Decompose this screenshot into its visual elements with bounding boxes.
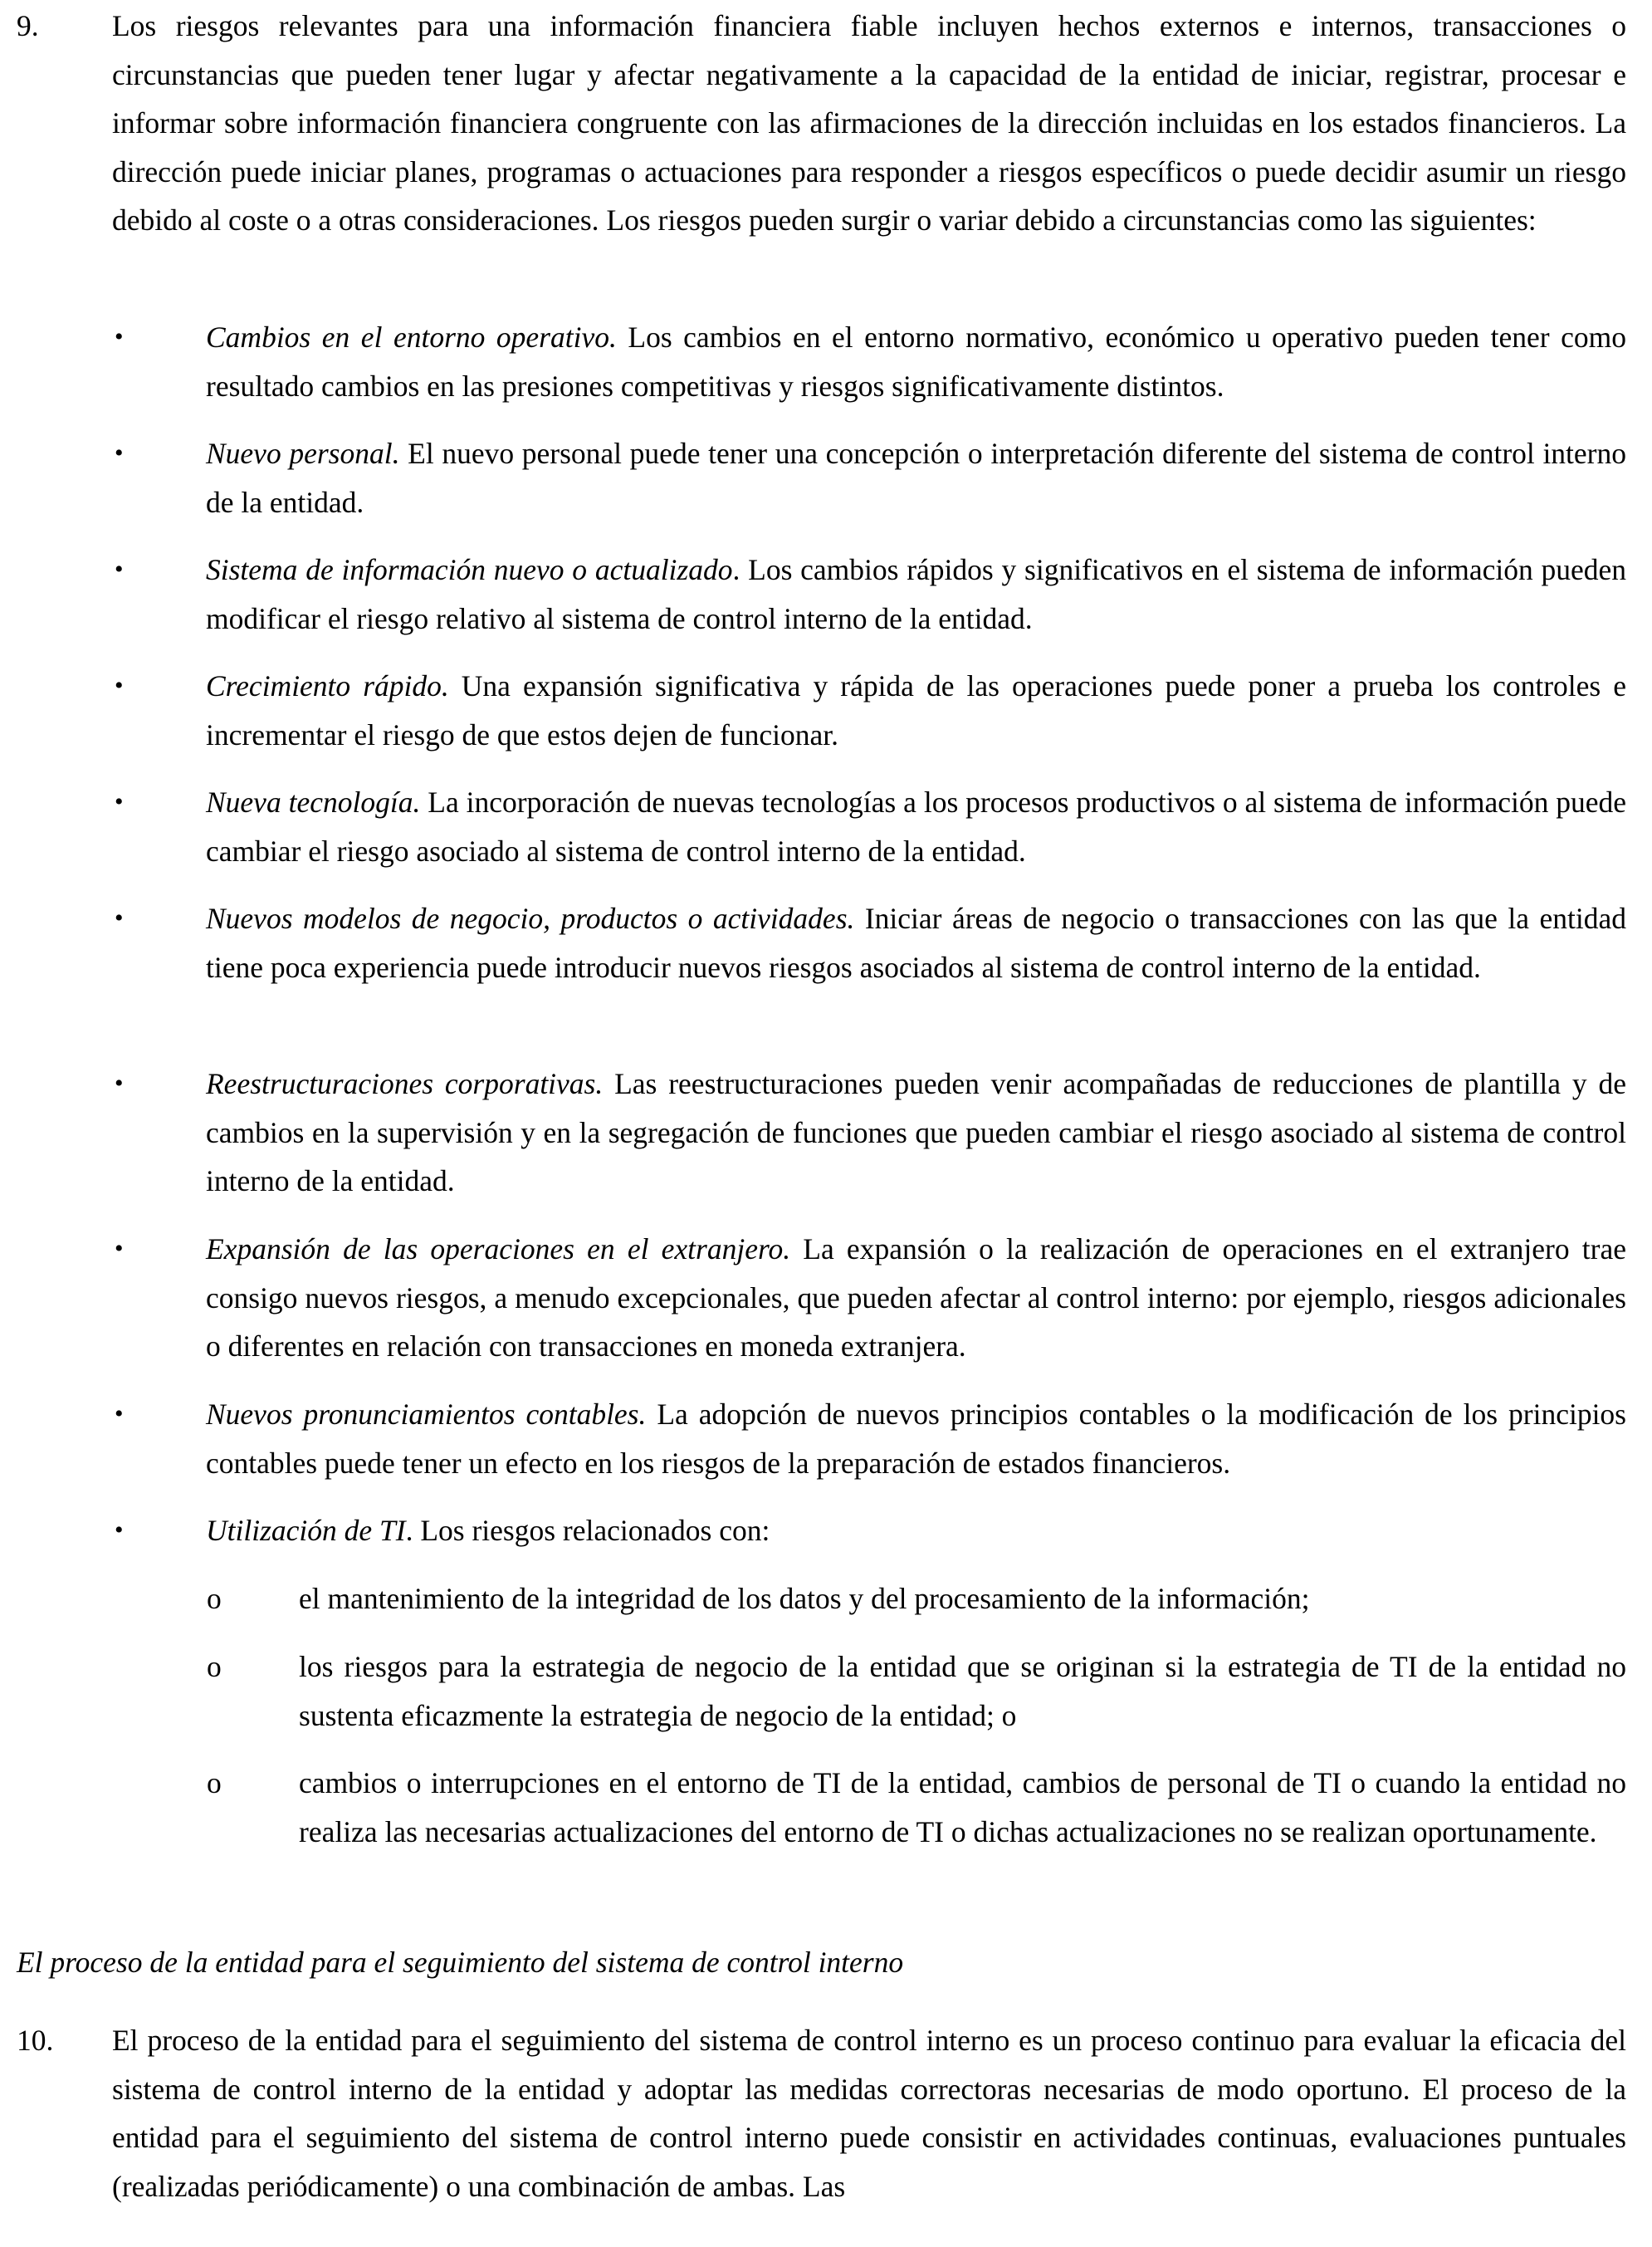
bullet-text — [206, 778, 1626, 875]
bullet-lead: Reestructuraciones corporativas. — [206, 1067, 604, 1100]
bullet-icon: • — [115, 672, 124, 699]
bullet-text — [206, 894, 1626, 991]
sub-bullet-icon: o — [207, 1582, 222, 1615]
bullet-text — [206, 313, 1626, 410]
bullet-lead: Crecimiento rápido. — [206, 669, 449, 702]
bullet-text — [206, 546, 1626, 643]
bullet-icon: • — [115, 1235, 124, 1262]
bullet-lead: Utilización de TI — [206, 1514, 406, 1547]
bullet-body: El nuevo personal puede tener una concepción o interpretación diferente del sistema de control interno de la entidad. — [206, 437, 1626, 519]
bullet-icon: • — [115, 1516, 124, 1544]
bullet-lead: Nuevos modelos de negocio, productos o actividades. — [206, 902, 855, 935]
sub-bullet-text: el mantenimiento de la integridad de los datos y del procesamiento de la información; — [299, 1582, 1310, 1615]
bullet-text — [206, 429, 1626, 526]
bullet-icon: • — [115, 1070, 124, 1097]
bullet-text — [206, 1060, 1626, 1206]
bullet-body: Iniciar áreas de negocio o transacciones con las que la entidad tiene poca experiencia puede introducir nuevos riesgos asociados al sistema de control interno de la entidad. — [206, 902, 1626, 984]
bullet-body: Los cambios en el entorno normativo, económico u operativo pueden tener como resultado cambios en las presiones competitivas y riesgos significativamente distintos. — [206, 321, 1627, 403]
bullet-text — [206, 1225, 1626, 1371]
bullet-text — [206, 1390, 1626, 1487]
bullet-body: La adopción de nuevos principios contables o la modificación de los principios contables puede tener un efecto en los riesgos de la preparación de estados financieros. — [206, 1398, 1626, 1480]
bullet-body: La expansión o la realización de operaciones en el extranjero trae consigo nuevos riesgos, a menudo excepcionales, que pueden afectar al control interno: por ejemplo, riesgos adicionales o diferentes en relación con transacciones en moneda extranjera. — [206, 1232, 1626, 1363]
paragraph-number: 9. — [17, 9, 39, 42]
bullet-icon: • — [115, 556, 124, 583]
paragraph-text: El proceso de la entidad para el seguimiento del sistema de control interno es un proceso continuo para evaluar la eficacia del sistema de control interno de la entidad y adoptar las medidas correctoras necesarias de modo oportuno. El proceso de la entidad para el seguimiento del sistema de control interno puede consistir en actividades continuas, evaluaciones puntuales (realizadas periódicamente) o una combinación de ambas. Las — [112, 2024, 1626, 2203]
bullet-text — [206, 662, 1626, 759]
bullet-text — [206, 1506, 1626, 1555]
bullet-lead: Cambios en el entorno operativo. — [206, 321, 617, 354]
bullet-body: La incorporación de nuevas tecnologías a los procesos productivos o al sistema de información puede cambiar el riesgo asociado al sistema de control interno de la entidad. — [206, 786, 1627, 868]
bullet-icon: • — [115, 904, 124, 932]
bullet-lead: Nuevo personal. — [206, 437, 400, 470]
bullet-icon: • — [115, 1400, 124, 1427]
bullet-lead: Sistema de información nuevo o actualizado — [206, 553, 733, 586]
bullet-body: Las reestructuraciones pueden venir acompañadas de reducciones de plantilla y de cambios en la supervisión y en la segregación de funciones que pueden cambiar el riesgo asociado al sistema de control interno de la entidad. — [206, 1067, 1626, 1197]
bullet-lead: Nuevos pronunciamientos contables. — [206, 1398, 647, 1431]
bullet-body: Una expansión significativa y rápida de las operaciones puede poner a prueba los controles e incrementar el riesgo de que estos dejen de funcionar. — [206, 669, 1626, 751]
paragraph-text: Los riesgos relevantes para una información financiera fiable incluyen hechos externos e internos, transacciones o circunstancias que pueden tener lugar y afectar negativamente a la capacidad de la entidad de iniciar, registrar, procesar e informar sobre información financiera congruente con las afirmaciones de la dirección incluidas en los estados financieros. La dirección puede iniciar planes, programas o actuaciones para responder a riesgos específicos o puede decidir asumir un riesgo debido al coste o a otras consideraciones. Los riesgos pueden surgir o variar debido a circunstancias como las siguientes: — [112, 9, 1626, 237]
sub-bullet-icon: o — [207, 1766, 222, 1799]
sub-bullet-text: cambios o interrupciones en el entorno de TI de la entidad, cambios de personal de TI o cuando la entidad no realiza las necesarias actualizaciones del entorno de TI o dichas actualizaciones no se realizan oportunamente. — [299, 1766, 1626, 1848]
sub-bullet-icon: o — [207, 1650, 222, 1683]
bullet-body: . Los cambios rápidos y significativos en el sistema de información pueden modificar el riesgo relativo al sistema de control interno de la entidad. — [206, 553, 1627, 635]
sub-bullet-text: los riesgos para la estrategia de negocio de la entidad que se originan si la estrategia de TI de la entidad no sustenta eficazmente la estrategia de negocio de la entidad; o — [299, 1650, 1626, 1732]
bullet-lead: Nueva tecnología. — [206, 786, 421, 819]
bullet-icon: • — [115, 788, 124, 815]
bullet-body: . Los riesgos relacionados con: — [405, 1514, 770, 1547]
bullet-icon: • — [115, 439, 124, 467]
bullet-icon: • — [115, 323, 124, 350]
section-heading: El proceso de la entidad para el seguimiento del sistema de control interno — [17, 1946, 904, 1979]
paragraph-number: 10. — [17, 2024, 54, 2057]
bullet-lead: Expansión de las operaciones en el extranjero. — [206, 1232, 791, 1265]
